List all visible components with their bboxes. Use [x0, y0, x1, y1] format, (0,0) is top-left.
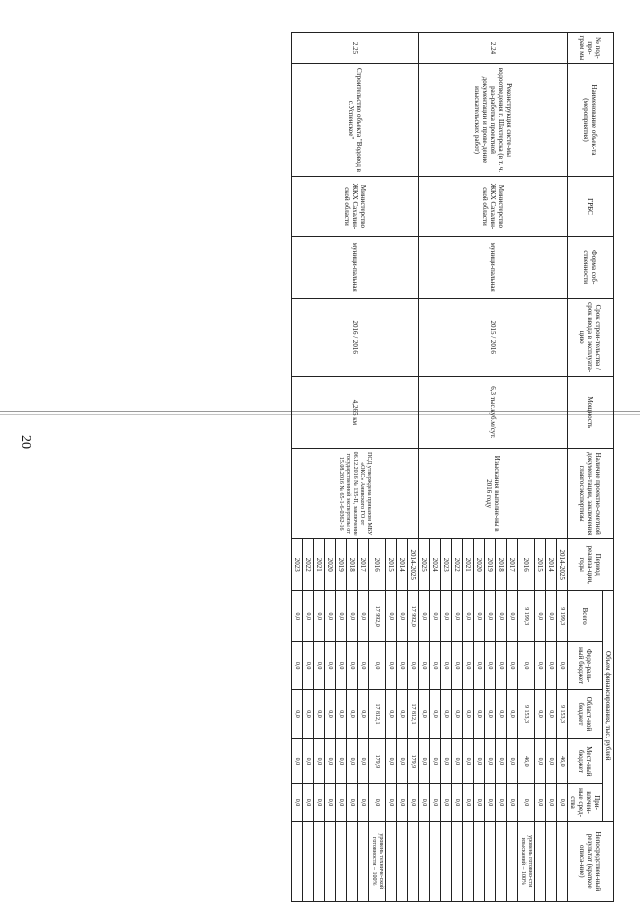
period-cell: 2018 [496, 539, 507, 590]
attracted-cell: 0,0 [546, 784, 557, 821]
local-cell: 0,0 [358, 739, 369, 784]
regional-cell: 0,0 [314, 689, 325, 738]
local-cell: 0,0 [474, 739, 485, 784]
regional-cell: 0,0 [430, 689, 441, 738]
federal-cell: 0,0 [485, 642, 496, 689]
total-cell: 17 992,0 [369, 590, 386, 641]
attracted-cell: 0,0 [507, 784, 518, 821]
federal-cell: 0,0 [535, 642, 546, 689]
project-name: Строительство объекта "Водовод в с.Успенское" [292, 63, 419, 176]
local-cell: 0,0 [441, 739, 452, 784]
attracted-cell: 0,0 [292, 784, 303, 821]
total-cell: 0,0 [397, 590, 408, 641]
period-cell: 2016 [518, 539, 535, 590]
period-cell: 2021 [463, 539, 474, 590]
local-cell: 179,9 [369, 739, 386, 784]
federal-cell: 0,0 [303, 642, 314, 689]
federal-cell: 0,0 [358, 642, 369, 689]
regional-cell: 0,0 [496, 689, 507, 738]
period-cell: 2022 [303, 539, 314, 590]
project-name: Реконструкция систе-мы водоотведения г. Шахтерска (в т. ч. раз-работка проектной документации и прове-дение изыскательских работ) [419, 63, 568, 176]
col-header-name: Наименование объек-та (мероприятия) [568, 63, 614, 176]
period-cell: 2021 [314, 539, 325, 590]
regional-cell: 0,0 [546, 689, 557, 738]
period-cell: 2017 [507, 539, 518, 590]
project-power: 4,265 км [292, 376, 419, 448]
attracted-cell: 0,0 [419, 784, 430, 821]
total-cell: 0,0 [292, 590, 303, 641]
result-cell [485, 821, 496, 901]
col-header-period: Период реализа-ции, годы [568, 539, 614, 590]
local-cell: 0,0 [535, 739, 546, 784]
col-header-result: Непосредствен-ный результат (краткое описа-ние) [568, 821, 614, 901]
regional-cell: 0,0 [452, 689, 463, 738]
total-cell: 9 199,3 [557, 590, 568, 641]
total-cell: 0,0 [358, 590, 369, 641]
local-cell: 0,0 [485, 739, 496, 784]
result-cell [303, 821, 314, 901]
col-header-attracted: При-влечен-ные сред-ства [568, 784, 603, 821]
local-cell: 46,0 [557, 739, 568, 784]
period-cell: 2014 [546, 539, 557, 590]
project-ownership: муници-пальная [292, 236, 419, 298]
result-cell: уровень техниче-ской готовности – 100% [369, 821, 386, 901]
period-cell: 2015 [535, 539, 546, 590]
regional-cell: 0,0 [292, 689, 303, 738]
local-cell: 0,0 [292, 739, 303, 784]
col-header-power: Мощность [568, 376, 614, 448]
attracted-cell: 0,0 [303, 784, 314, 821]
total-cell: 0,0 [325, 590, 336, 641]
regional-cell: 0,0 [485, 689, 496, 738]
federal-cell: 0,0 [518, 642, 535, 689]
federal-cell: 0,0 [496, 642, 507, 689]
local-cell: 0,0 [546, 739, 557, 784]
total-cell: 0,0 [507, 590, 518, 641]
attracted-cell: 0,0 [535, 784, 546, 821]
col-header-financing: Объем финансирования, тыс. рублей [603, 590, 614, 821]
project-grbs: Министерство ЖКХ Сахалин-ской области [419, 177, 568, 237]
project-grbs: Министерство ЖКХ Сахалин-ской области [292, 177, 419, 237]
local-cell: 0,0 [303, 739, 314, 784]
regional-cell: 0,0 [347, 689, 358, 738]
federal-cell: 0,0 [386, 642, 397, 689]
result-cell [430, 821, 441, 901]
col-header-local: Мест-ный бюджет [568, 739, 603, 784]
regional-cell: 0,0 [474, 689, 485, 738]
result-cell [441, 821, 452, 901]
col-header-ownership: Форма соб-ственности [568, 236, 614, 298]
attracted-cell: 0,0 [314, 784, 325, 821]
project-psd: ПСД утверждена приказом МБУ «ОКС» Анивского ГО от 06.12.2016 № 135-П, заключение государственной экспертизы от 15.08.2016 № 65-1-6-0362-16 [292, 448, 419, 539]
federal-cell: 0,0 [441, 642, 452, 689]
result-cell [386, 821, 397, 901]
result-cell [292, 821, 303, 901]
local-cell: 0,0 [347, 739, 358, 784]
attracted-cell: 0,0 [386, 784, 397, 821]
result-cell [546, 821, 557, 901]
federal-cell: 0,0 [408, 642, 419, 689]
total-cell: 0,0 [485, 590, 496, 641]
col-header-number: № под-про-грам мы [568, 33, 614, 64]
federal-cell: 0,0 [397, 642, 408, 689]
attracted-cell: 0,0 [336, 784, 347, 821]
project-psd: Изыскания выполне-ны в 2016 году [419, 448, 568, 539]
col-header-federal: Феде-раль-ный бюджет [568, 642, 603, 689]
regional-cell: 9 153,3 [557, 689, 568, 738]
result-cell [358, 821, 369, 901]
table-row [408, 33, 419, 902]
federal-cell: 0,0 [474, 642, 485, 689]
federal-cell: 0,0 [336, 642, 347, 689]
federal-cell: 0,0 [546, 642, 557, 689]
local-cell: 0,0 [314, 739, 325, 784]
attracted-cell: 0,0 [408, 784, 419, 821]
local-cell: 46,0 [518, 739, 535, 784]
local-cell: 179,9 [408, 739, 419, 784]
period-cell: 2019 [485, 539, 496, 590]
attracted-cell: 0,0 [557, 784, 568, 821]
project-term: 2015 / 2016 [419, 298, 568, 376]
result-cell [347, 821, 358, 901]
regional-cell: 0,0 [303, 689, 314, 738]
period-cell: 2019 [336, 539, 347, 590]
result-cell [535, 821, 546, 901]
project-number: 2.25 [292, 33, 419, 64]
attracted-cell: 0,0 [397, 784, 408, 821]
federal-cell: 0,0 [314, 642, 325, 689]
federal-cell: 0,0 [430, 642, 441, 689]
result-cell [314, 821, 325, 901]
federal-cell: 0,0 [369, 642, 386, 689]
regional-cell: 0,0 [397, 689, 408, 738]
project-number: 2.24 [419, 33, 568, 64]
attracted-cell: 0,0 [496, 784, 507, 821]
regional-cell: 0,0 [386, 689, 397, 738]
federal-cell: 0,0 [452, 642, 463, 689]
header-row [603, 33, 614, 902]
regional-cell: 0,0 [419, 689, 430, 738]
local-cell: 0,0 [397, 739, 408, 784]
federal-cell: 0,0 [325, 642, 336, 689]
total-cell: 0,0 [336, 590, 347, 641]
project-ownership: муници-пальная [419, 236, 568, 298]
regional-cell: 0,0 [358, 689, 369, 738]
period-cell: 2024 [430, 539, 441, 590]
federal-cell: 0,0 [347, 642, 358, 689]
period-cell: 2015 [386, 539, 397, 590]
attracted-cell: 0,0 [369, 784, 386, 821]
period-cell: 2014 [397, 539, 408, 590]
rotated-table-wrapper [62, 32, 614, 902]
page-number: 20 [18, 435, 33, 449]
attracted-cell: 0,0 [463, 784, 474, 821]
attracted-cell: 0,0 [518, 784, 535, 821]
local-cell: 0,0 [325, 739, 336, 784]
result-cell [325, 821, 336, 901]
period-cell: 2017 [358, 539, 369, 590]
result-cell [419, 821, 430, 901]
total-cell: 0,0 [303, 590, 314, 641]
federal-cell: 0,0 [292, 642, 303, 689]
total-cell: 0,0 [474, 590, 485, 641]
local-cell: 0,0 [463, 739, 474, 784]
col-header-psd: Наличие проектно-сметной докумен-тации, заключения главгосэкспертизы [568, 448, 614, 539]
regional-cell: 9 153,3 [518, 689, 535, 738]
program-table [291, 32, 614, 902]
col-header-total: Всего [568, 590, 603, 641]
result-cell [397, 821, 408, 901]
col-header-grbs: ГРБС [568, 177, 614, 237]
result-cell [496, 821, 507, 901]
period-cell: 2023 [441, 539, 452, 590]
regional-cell: 0,0 [535, 689, 546, 738]
project-term: 2016 / 2016 [292, 298, 419, 376]
attracted-cell: 0,0 [452, 784, 463, 821]
regional-cell: 0,0 [441, 689, 452, 738]
local-cell: 0,0 [452, 739, 463, 784]
result-cell [336, 821, 347, 901]
result-cell [463, 821, 474, 901]
total-cell: 0,0 [419, 590, 430, 641]
federal-cell: 0,0 [557, 642, 568, 689]
period-cell: 2022 [452, 539, 463, 590]
table-row [557, 33, 568, 902]
local-cell: 0,0 [496, 739, 507, 784]
federal-cell: 0,0 [463, 642, 474, 689]
period-cell: 2020 [325, 539, 336, 590]
local-cell: 0,0 [386, 739, 397, 784]
regional-cell: 0,0 [336, 689, 347, 738]
total-cell: 0,0 [314, 590, 325, 641]
total-cell: 0,0 [452, 590, 463, 641]
attracted-cell: 0,0 [430, 784, 441, 821]
period-cell: 2023 [292, 539, 303, 590]
attracted-cell: 0,0 [474, 784, 485, 821]
local-cell: 0,0 [336, 739, 347, 784]
total-cell: 0,0 [546, 590, 557, 641]
attracted-cell: 0,0 [347, 784, 358, 821]
federal-cell: 0,0 [419, 642, 430, 689]
attracted-cell: 0,0 [485, 784, 496, 821]
total-cell: 0,0 [430, 590, 441, 641]
total-cell: 17 992,0 [408, 590, 419, 641]
local-cell: 0,0 [507, 739, 518, 784]
total-cell: 0,0 [535, 590, 546, 641]
regional-cell: 0,0 [507, 689, 518, 738]
regional-cell: 0,0 [463, 689, 474, 738]
total-cell: 0,0 [496, 590, 507, 641]
regional-cell: 17 812,1 [408, 689, 419, 738]
total-cell: 0,0 [463, 590, 474, 641]
result-cell: уровень готовно-сти изысканий – 100% [518, 821, 535, 901]
period-cell: 2020 [474, 539, 485, 590]
local-cell: 0,0 [430, 739, 441, 784]
period-cell: 2014-2025 [408, 539, 419, 590]
local-cell: 0,0 [419, 739, 430, 784]
project-power: 6,3 тыс.куб.м/сут. [419, 376, 568, 448]
col-header-term: Срок строи-тельства / срок ввода в эксплуата-цию [568, 298, 614, 376]
attracted-cell: 0,0 [441, 784, 452, 821]
period-cell: 2014-2025 [557, 539, 568, 590]
period-cell: 2025 [419, 539, 430, 590]
regional-cell: 17 812,1 [369, 689, 386, 738]
result-cell [452, 821, 463, 901]
result-cell [557, 821, 568, 901]
regional-cell: 0,0 [325, 689, 336, 738]
result-cell [507, 821, 518, 901]
federal-cell: 0,0 [507, 642, 518, 689]
period-cell: 2018 [347, 539, 358, 590]
total-cell: 0,0 [347, 590, 358, 641]
total-cell: 0,0 [441, 590, 452, 641]
total-cell: 9 199,3 [518, 590, 535, 641]
attracted-cell: 0,0 [325, 784, 336, 821]
period-cell: 2016 [369, 539, 386, 590]
col-header-regional: Област-ной бюджет [568, 689, 603, 738]
result-cell [474, 821, 485, 901]
result-cell [408, 821, 419, 901]
attracted-cell: 0,0 [358, 784, 369, 821]
total-cell: 0,0 [386, 590, 397, 641]
